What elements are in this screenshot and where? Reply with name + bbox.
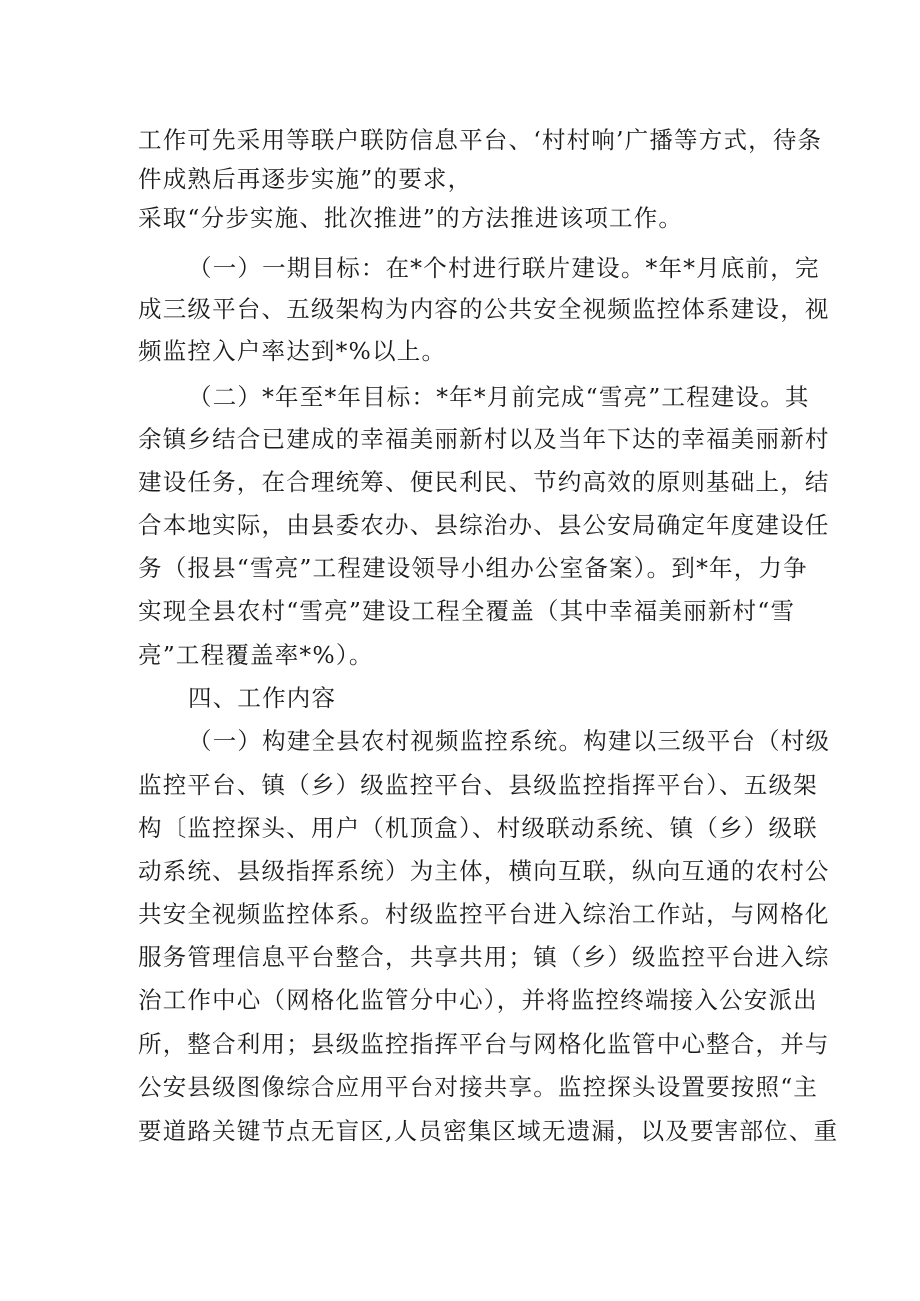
text-line-23: 公安县级图像综合应用平台对接共享。监控探头设置要按照“主: [138, 1073, 819, 1101]
text-line-19: 共安全视频监控体系。村级监控平台进入综治工作站，与网格化: [138, 900, 830, 928]
text-line-2: 件成熟后再逐步实施”的要求，: [138, 165, 473, 193]
text-line-5: 成三级平台、五级架构为内容的公共安全视频监控体系建设，视: [138, 295, 830, 323]
section-heading: 四、工作内容: [188, 684, 337, 712]
text-line-6: 频监控入户率达到*%以上。: [138, 337, 447, 365]
text-line-13: 亮”工程覆盖率*%）。: [138, 641, 374, 669]
text-line-1: 工作可先采用等联户联防信息平台、‘村村响’广播等方式，待条: [138, 126, 823, 154]
text-line-3: 采取“分步实施、批次推进”的方法推进该项工作。: [138, 204, 684, 232]
text-line-11: 务（报县“雪亮”工程建设领导小组办公室备案）。到*年，力争: [138, 554, 808, 582]
text-line-12: 实现全县农村“雪亮”建设工程全覆盖（其中幸福美丽新村“雪: [138, 597, 796, 625]
text-line-24: 要道路关键节点无盲区,人员密集区域无遗漏，以及要害部位、重: [138, 1117, 839, 1145]
text-line-4: （一）一期目标：在*个村进行联片建设。*年*月底前，完: [188, 254, 820, 282]
text-line-17: 构〔监控探头、用户（机顶盒）、村级联动系统、镇（乡）级联: [138, 814, 818, 842]
text-line-8: 余镇乡结合已建成的幸福美丽新村以及当年下达的幸福美丽新村: [138, 425, 830, 453]
text-line-10: 合本地实际，由县委农办、县综治办、县公安局确定年度建设任: [138, 511, 830, 539]
text-line-16: 监控平台、镇（乡）级监控平台、县级监控指挥平台）、五级架: [138, 771, 818, 799]
text-line-9: 建设任务，在合理统筹、便民利民、节约高效的原则基础上，结: [138, 468, 830, 496]
text-line-18: 动系统、县级指挥系统）为主体，横向互联，纵向互通的农村公: [138, 857, 830, 885]
text-line-22: 所，整合利用；县级监控指挥平台与网格化监管中心整合，并与: [138, 1030, 830, 1058]
text-line-20: 服务管理信息平台整合，共享共用；镇（乡）级监控平台进入综: [138, 943, 830, 971]
text-line-7: （二）*年至*年目标：*年*月前完成“雪亮”工程建设。其: [188, 383, 810, 411]
text-line-21: 治工作中心（网格化监管分中心），并将监控终端接入公安派出: [138, 986, 818, 1014]
text-line-15: （一）构建全县农村视频监控系统。构建以三级平台（村级: [188, 727, 831, 755]
